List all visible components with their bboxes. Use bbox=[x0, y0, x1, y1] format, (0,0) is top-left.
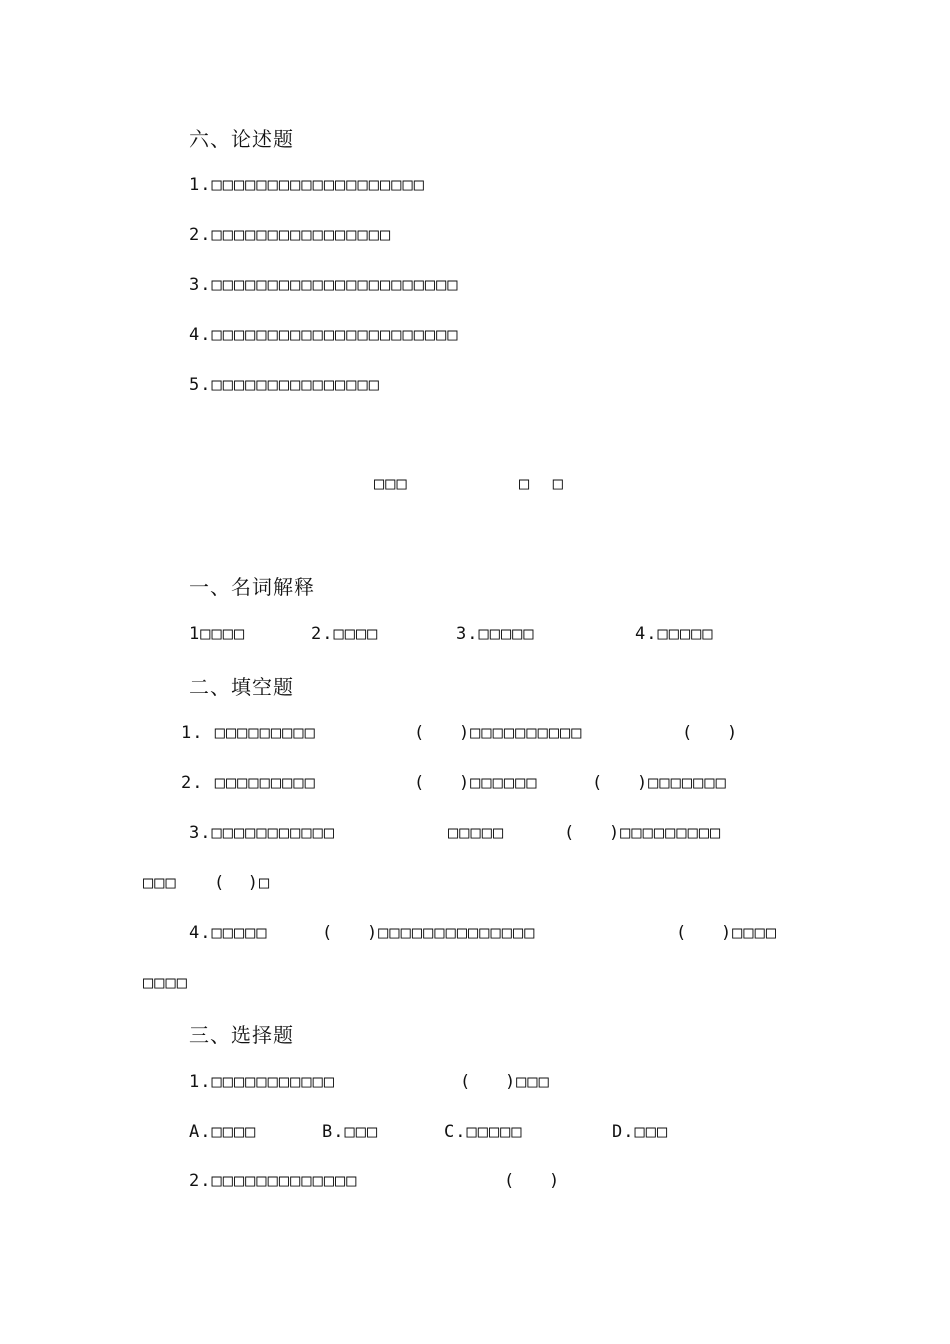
fill-q3-blank-1: ( )□□□□□□□□□ bbox=[564, 823, 722, 843]
fill-q4-blank-2: ( )□□□□ bbox=[676, 923, 778, 943]
essay-item-5: 5.□□□□□□□□□□□□□□□ bbox=[189, 375, 380, 395]
fill-q1-blank-1: ( )□□□□□□□□□□ bbox=[414, 723, 583, 743]
essay-item-3: 3.□□□□□□□□□□□□□□□□□□□□□□ bbox=[189, 275, 459, 295]
term-3: 3.□□□□□ bbox=[456, 624, 535, 644]
essay-item-2: 2.□□□□□□□□□□□□□□□□ bbox=[189, 225, 392, 245]
fill-q2-blank-1: ( )□□□□□□ bbox=[414, 773, 538, 793]
choice-q1-option-b: B.□□□ bbox=[322, 1122, 379, 1142]
choice-q1-option-a: A.□□□□ bbox=[189, 1122, 257, 1142]
section-heading-fill-blank: 二、填空题 bbox=[189, 675, 294, 699]
choice-q1-blank: ( )□□□ bbox=[460, 1072, 550, 1092]
fill-q4-blank-1: ( )□□□□□□□□□□□□□□ bbox=[322, 923, 536, 943]
term-4: 4.□□□□□ bbox=[635, 624, 714, 644]
choice-q2-stem: 2.□□□□□□□□□□□□□ bbox=[189, 1171, 358, 1191]
section-heading-essay: 六、论述题 bbox=[189, 127, 294, 151]
chapter-number: □□□ bbox=[374, 474, 408, 494]
choice-q1-stem: 1.□□□□□□□□□□□ bbox=[189, 1072, 336, 1092]
term-2: 2.□□□□ bbox=[311, 624, 379, 644]
essay-item-4: 4.□□□□□□□□□□□□□□□□□□□□□□ bbox=[189, 325, 459, 345]
term-1: 1□□□□ bbox=[189, 624, 246, 644]
fill-q3-continuation: □□□ bbox=[143, 873, 177, 893]
fill-q1-stem: 1. □□□□□□□□□ bbox=[181, 723, 316, 743]
fill-q1-blank-2: ( ) bbox=[682, 723, 739, 743]
choice-q1-option-c: C.□□□□□ bbox=[444, 1122, 523, 1142]
section-heading-choice: 三、选择题 bbox=[189, 1023, 294, 1047]
fill-q2-stem: 2. □□□□□□□□□ bbox=[181, 773, 316, 793]
fill-q3-mid: □□□□□ bbox=[448, 823, 505, 843]
choice-q2-blank: ( ) bbox=[504, 1171, 561, 1191]
fill-q3-stem: 3.□□□□□□□□□□□ bbox=[189, 823, 336, 843]
essay-item-1: 1.□□□□□□□□□□□□□□□□□□□ bbox=[189, 175, 425, 195]
fill-q4-continuation: □□□□ bbox=[143, 973, 188, 993]
section-heading-terms: 一、名词解释 bbox=[189, 575, 315, 599]
chapter-title: □ □ bbox=[519, 474, 564, 494]
fill-q2-blank-2: ( )□□□□□□□ bbox=[592, 773, 727, 793]
fill-q4-stem: 4.□□□□□ bbox=[189, 923, 268, 943]
fill-q3-blank-2: ( )□ bbox=[214, 873, 271, 893]
choice-q1-option-d: D.□□□ bbox=[612, 1122, 669, 1142]
